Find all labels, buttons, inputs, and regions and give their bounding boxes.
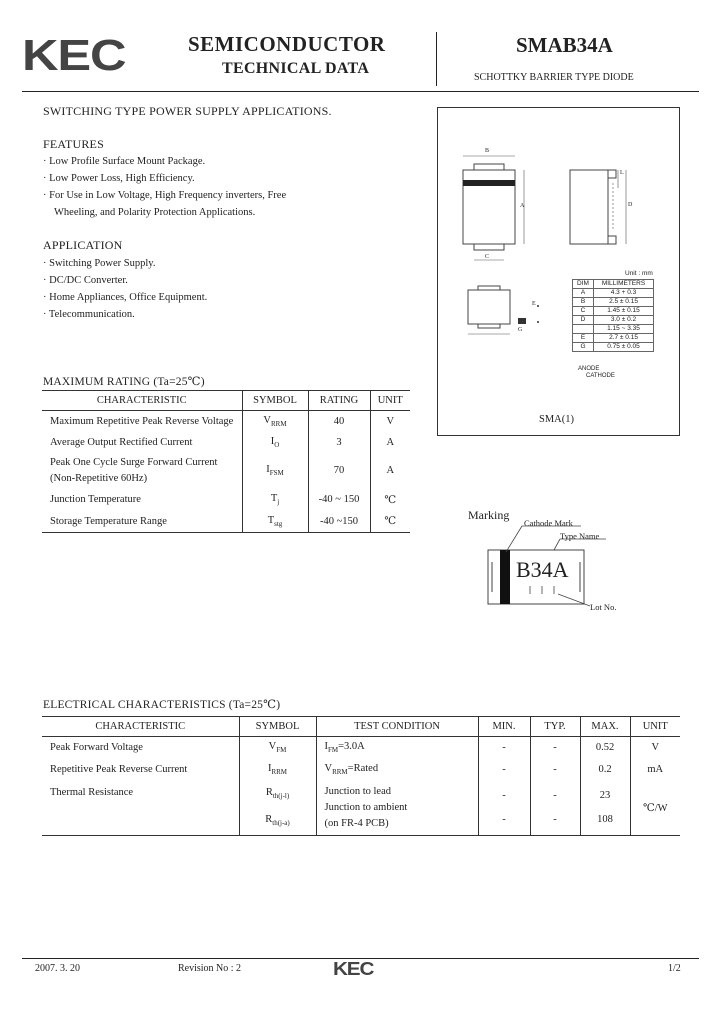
col-header: RATING [308,391,370,411]
table-row [42,453,410,489]
lot-no-label: Lot No. [590,602,617,612]
table-cell: DIM [573,280,594,289]
symbol-text: R [265,786,273,798]
table-cell: V [651,742,660,754]
condition-cell [316,759,478,781]
table-cell [573,325,594,334]
symbol-text: I [267,762,272,774]
table-cell: Average Output Rectified Current [42,433,242,453]
value-line: - [502,813,506,825]
symbol-cell [239,737,316,759]
condition-cell [316,737,478,759]
table-cell: 2.7 ± 0.15 [594,334,654,343]
symbol-subscript: j [277,498,280,507]
value-line: - [553,813,557,825]
table-cell: Storage Temperature Range [42,511,242,533]
package-caption: SMA(1) [539,414,575,425]
pin-note-cathode: CATHODE [586,373,615,379]
table-cell: V [386,416,395,428]
table-row [42,511,410,533]
table-cell: 4.3 + 0.3 [594,289,654,298]
table-cell: Peak Forward Voltage [42,737,239,759]
symbol-line [240,781,316,808]
col-header: CHARACTERISTIC [42,717,239,737]
table-cell: 40 [308,411,370,433]
top-lead [474,164,504,170]
table-cell: ℃ [384,516,397,528]
bottom-view-body [468,290,510,324]
table-row [573,316,654,325]
dimension-table [572,279,654,352]
condition-symbol: V [324,762,333,774]
type-name-label: Type Name [560,531,600,541]
table-row [573,334,654,343]
table-cell: ℃ [384,494,397,506]
symbol-text: V [268,741,277,753]
doc-type: TECHNICAL DATA [222,60,370,77]
col-header: TEST CONDITION [316,717,478,737]
table-cell: A [386,437,395,448]
table-cell: G [573,343,594,352]
table-cell: Maximum Repetitive Peak Reverse Voltage [42,411,242,433]
table-row [573,298,654,307]
symbol-text: T [267,514,275,526]
table-row [42,433,410,453]
col-header: MAX. [580,717,630,737]
dim-label-c: C [485,254,490,260]
application-line: SWITCHING TYPE POWER SUPPLY APPLICATIONS. [43,104,332,118]
side-view-body [570,170,608,244]
table-cell [478,781,530,836]
footer-kec-logo: KEC [333,959,374,979]
table-cell: B [573,298,594,307]
table-cell: Junction Temperature [42,489,242,511]
table-cell: Repetitive Peak Reverse Current [42,759,239,781]
col-header: UNIT [377,395,403,406]
list-item: · Telecommunication. [43,309,135,320]
table-cell: 3 [308,433,370,453]
col-header: CHARACTERISTIC [42,391,242,411]
table-cell: - [530,759,580,781]
application-list [43,255,207,323]
dim-label-e: E [532,301,536,307]
symbol-cell [242,511,308,533]
table-cell: C [573,307,594,316]
value-line: - [502,789,506,801]
symbol-text: V [263,415,272,427]
pin-note-anode: ANODE [578,366,600,372]
features-title: FEATURES [43,137,104,151]
dim-label-d: D [628,202,633,208]
table-cell [530,781,580,836]
table-cell: 1.45 ± 0.15 [594,307,654,316]
table-row [573,289,654,298]
char-line: (Non-Repetitive 60Hz) [50,472,148,484]
table-cell [42,453,242,489]
table-cell: 1.15 ~ 3.35 [594,325,654,334]
symbol-text: R [265,813,273,825]
table-row [42,737,680,759]
table-cell [580,781,630,836]
elec-title: ELECTRICAL CHARACTERISTICS (Ta=25℃) [43,699,281,711]
header-rule [22,91,699,92]
condition-symbol: I [324,741,328,753]
footer-page: 1/2 [668,963,681,974]
marking-title: Marking [468,508,510,522]
table-cell: 3.0 ± 0.2 [594,316,654,325]
dim-label-l: L [620,170,624,176]
table-cell: mA [647,764,664,775]
symbol-cell [239,781,316,836]
max-rating-title: MAXIMUM RATING (Ta=25℃) [43,376,205,388]
symbol-cell [242,489,308,511]
table-cell: 0.52 [580,737,630,759]
table-cell: 2.5 ± 0.15 [594,298,654,307]
col-header: UNIT [642,721,668,732]
symbol-subscript: th(j-l) [272,791,290,800]
symbol-text: I [266,463,270,475]
features-list [43,153,286,221]
list-item: · Low Power Loss, High Efficiency. [43,173,195,184]
company-title: SEMICONDUCTOR [188,32,386,56]
pin-notes [578,366,615,380]
list-item: · Home Appliances, Office Equipment. [43,292,208,303]
symbol-cell [239,759,316,781]
application-title: APPLICATION [43,238,123,252]
col-header: SYMBOL [242,391,308,411]
table-header-row [42,391,410,411]
dim-label-a: A [520,203,525,209]
marking-diagram [486,520,676,620]
table-row [573,307,654,316]
cathode-band [463,180,515,186]
symbol-subscript: stg [274,519,283,528]
condition-line: Junction to ambient [324,801,408,813]
value-line: 108 [597,813,613,825]
table-cell: -40 ~ 150 [308,489,370,511]
unit-note: Unit : mm [625,270,653,277]
table-cell: 70 [308,453,370,489]
marking-cathode-band [500,550,510,604]
kec-logo: KEC [22,31,126,80]
symbol-subscript: RRM [271,768,288,777]
table-cell: MILLIMETERS [594,280,654,289]
symbol-subscript: FM [276,746,287,755]
header-divider-vertical [436,32,437,86]
marking-code: B34A [516,557,569,582]
list-item: · DC/DC Converter. [43,275,128,286]
table-cell: Thermal Resistance [42,781,239,836]
max-rating-table [42,390,410,533]
condition-subscript: FM [328,746,339,755]
condition-subscript: RRM [332,768,348,777]
symbol-cell [242,433,308,453]
symbol-cell [242,453,308,489]
table-cell: A [573,289,594,298]
condition-line: (on FR-4 PCB) [324,817,389,829]
table-cell: 0.2 [580,759,630,781]
footer-date: 2007. 3. 20 [35,963,80,974]
symbol-text: I [270,435,275,447]
cathode-mark-label: Cathode Mark [524,518,573,528]
table-cell: ℃/W [642,802,668,814]
table-row [42,489,410,511]
list-item: · Low Profile Surface Mount Package. [43,156,206,167]
symbol-cell [242,411,308,433]
symbol-subscript: FSM [269,469,284,478]
symbol-subscript: th(j-a) [272,818,290,827]
package-drawing-box [437,107,680,436]
bottom-lead [474,244,504,250]
part-number: SMAB34A [516,33,613,57]
table-cell: A [386,465,395,476]
table-row [42,759,680,781]
list-item: · For Use in Low Voltage, High Frequency inverters, Free [43,190,287,201]
value-line: 23 [599,789,611,801]
condition-cell [316,781,478,836]
symbol-line [240,808,316,835]
table-header-row [42,717,680,737]
dim-label-g: G [518,327,523,333]
footer-revision: Revision No : 2 [178,963,242,974]
table-row [42,411,410,433]
table-cell: - [530,737,580,759]
col-header: TYP. [530,717,580,737]
table-cell: - [478,759,530,781]
condition-value: =Rated [347,762,379,774]
col-header: MIN. [478,717,530,737]
list-item: Wheeling, and Polarity Protection Applications. [54,207,256,218]
symbol-subscript: O [274,441,280,450]
table-row [573,325,654,334]
condition-line: Junction to lead [324,785,391,797]
elec-table [42,716,680,836]
table-cell: - [478,737,530,759]
table-cell: E [573,334,594,343]
table-row [42,781,680,836]
col-header: SYMBOL [239,717,316,737]
table-cell: -40 ~150 [308,511,370,533]
symbol-subscript: RRM [271,420,287,429]
char-line: Peak One Cycle Surge Forward Current [50,456,218,468]
part-description: SCHOTTKY BARRIER TYPE DIODE [474,72,634,83]
condition-value: =3.0A [338,741,365,753]
list-item: · Switching Power Supply. [43,258,156,269]
table-cell: D [573,316,594,325]
table-row [573,343,654,352]
value-line: - [553,789,557,801]
symbol-text: T [270,492,278,504]
table-cell: 0.75 ± 0.05 [594,343,654,352]
dim-label-b: B [485,148,490,154]
